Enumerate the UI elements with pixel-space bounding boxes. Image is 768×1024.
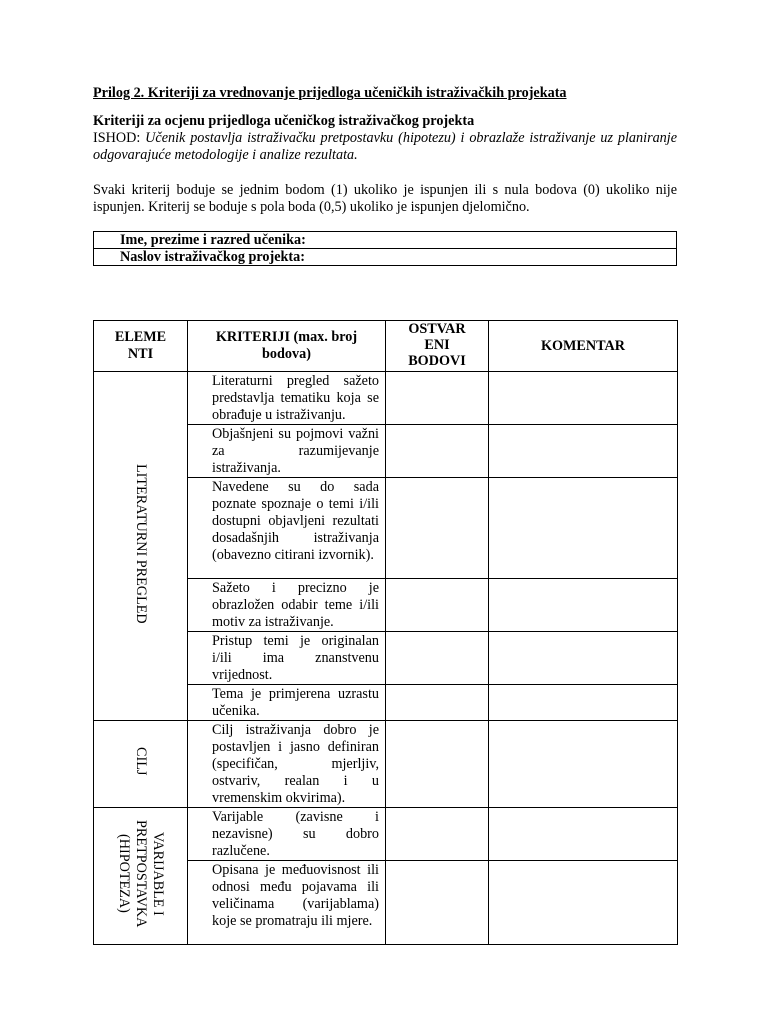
points-cell[interactable] — [386, 632, 489, 685]
criterion-cell: Tema je primjerena uzrastu učenika. — [188, 685, 386, 721]
element-label: LITERATURNI PREGLED — [133, 463, 149, 624]
comment-cell[interactable] — [489, 721, 678, 808]
criterion-cell: Varijable (zavisne i nezavisne) su dobro razlučene. — [188, 808, 386, 861]
table-row — [94, 372, 678, 425]
criterion-cell: Pristup temi je originalan i/ili ima znanstvenu vrijednost. — [188, 632, 386, 685]
comment-cell[interactable] — [489, 372, 678, 425]
scoring-note: Svaki kriterij boduje se jednim bodom (1) ukoliko je ispunjen ili s nula bodova (0) ukoliko nije ispunjen. Kriterij se boduje s pola boda (0,5) ukoliko je ispunjen djelomično. — [93, 182, 677, 215]
criterion-cell: Literaturni pregled sažeto predstavlja tematiku koja se obrađuje u istraživanju. — [188, 372, 386, 425]
points-cell[interactable] — [386, 861, 489, 945]
project-title-label: Naslov istraživačkog projekta: — [94, 249, 677, 266]
student-name-label: Ime, prezime i razred učenika: — [94, 232, 677, 249]
points-cell[interactable] — [386, 425, 489, 478]
ishod-label: ISHOD: — [93, 130, 141, 146]
comment-cell[interactable] — [489, 478, 678, 579]
header-elements: ELEME NTI — [94, 321, 188, 372]
comment-cell[interactable] — [489, 808, 678, 861]
document-title: Prilog 2. Kriteriji za vrednovanje prijedloga učeničkih istraživačkih projekata — [93, 85, 567, 101]
points-cell[interactable] — [386, 579, 489, 632]
comment-cell[interactable] — [489, 425, 678, 478]
points-cell[interactable] — [386, 808, 489, 861]
element-label-line: PRETPOSTAVKA — [133, 819, 149, 928]
criteria-table — [93, 320, 678, 945]
points-cell[interactable] — [386, 372, 489, 425]
ishod-paragraph — [93, 130, 677, 164]
criterion-cell: Opisana je međuovisnost ili odnosi među pojavama ili veličinama (varijablama) koje se promatraju ili mjere. — [188, 861, 386, 945]
header-comment: KOMENTAR — [489, 321, 678, 372]
comment-cell[interactable] — [489, 632, 678, 685]
header-criteria: KRITERIJI (max. broj bodova) — [188, 321, 386, 372]
points-cell[interactable] — [386, 478, 489, 579]
comment-cell[interactable] — [489, 579, 678, 632]
ishod-text: Učenik postavlja istraživačku pretpostavku (hipotezu) i obrazlaže istraživanje uz planiranje odgovarajuće metodologije i analize rezultata. — [93, 130, 678, 163]
comment-cell[interactable] — [489, 861, 678, 945]
criterion-cell: Sažeto i precizno je obrazložen odabir teme i/ili motiv za istraživanje. — [188, 579, 386, 632]
criterion-cell: Objašnjeni su pojmovi važni za razumijevanje istraživanja. — [188, 425, 386, 478]
table-row — [94, 721, 678, 808]
element-goal — [94, 721, 188, 808]
points-cell[interactable] — [386, 685, 489, 721]
element-variables-hypothesis — [94, 808, 188, 945]
points-cell[interactable] — [386, 721, 489, 808]
student-info-row — [94, 232, 677, 249]
element-label — [115, 820, 166, 927]
header-points: OSTVAR ENI BODOVI — [386, 321, 489, 372]
element-literature-review — [94, 372, 188, 721]
document-subtitle: Kriteriji za ocjenu prijedloga učeničkog istraživačkog projekta — [93, 113, 475, 129]
comment-cell[interactable] — [489, 685, 678, 721]
student-info-table — [93, 231, 677, 266]
element-label: CILJ — [133, 747, 149, 776]
criterion-cell: Cilj istraživanja dobro je postavljen i jasno definiran (specifičan, mjerljiv, ostvariv, realan i u vremenskim okvirima). — [188, 721, 386, 808]
element-label-line: VARIJABLE I — [150, 831, 166, 916]
project-title-row — [94, 249, 677, 266]
table-row — [94, 808, 678, 861]
criterion-cell: Navedene su do sada poznate spoznaje o temi i/ili dostupni objavljeni rezultati dosadašnjih istraživanja (obavezno citirani izvornik). — [188, 478, 386, 579]
element-label-line: (HIPOTEZA) — [116, 834, 132, 913]
criteria-header-row — [94, 321, 678, 372]
